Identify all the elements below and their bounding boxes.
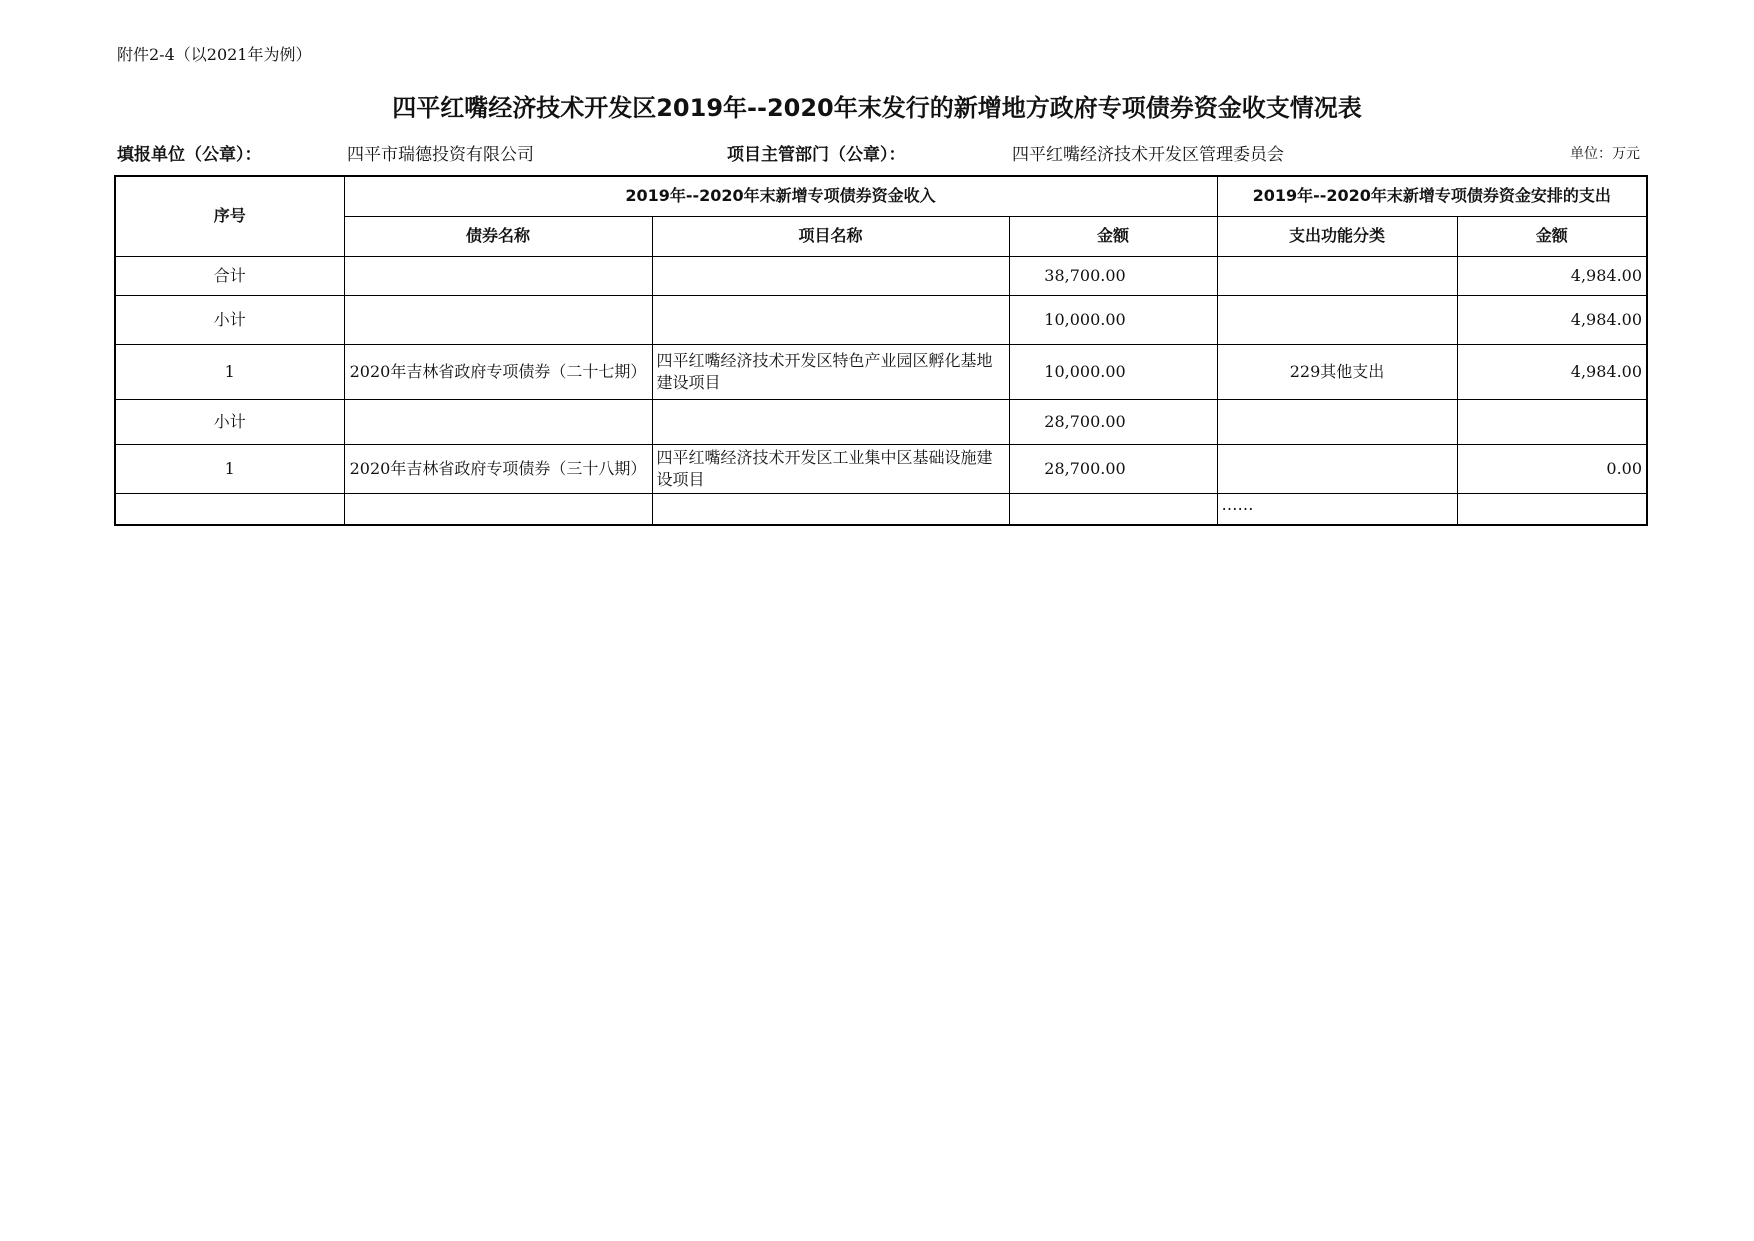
cell-expense: 4,984.00 (1457, 295, 1647, 344)
cell-category (1217, 295, 1457, 344)
header-bond-name: 债券名称 (344, 216, 652, 256)
dept-label: 项目主管部门（公章）： (727, 145, 906, 165)
cell-bond (344, 493, 652, 525)
cell-category (1217, 256, 1457, 295)
cell-category: …… (1217, 493, 1457, 525)
cell-expense (1457, 493, 1647, 525)
header-seq: 序号 (115, 176, 344, 256)
cell-bond: 2020年吉林省政府专项债券（二十七期） (344, 344, 652, 399)
dept-value: 四平红嘴经济技术开发区管理委员会 (1012, 145, 1284, 165)
cell-seq: 合计 (115, 256, 344, 295)
header-project-name: 项目名称 (652, 216, 1009, 256)
header-expense-group: 2019年--2020年末新增专项债券资金安排的支出 (1217, 176, 1647, 216)
table-row (115, 295, 1647, 344)
cell-project: 四平红嘴经济技术开发区工业集中区基础设施建设项目 (652, 444, 1009, 493)
cell-bond (344, 256, 652, 295)
cell-income: 28,700.00 (1009, 444, 1217, 493)
cell-bond (344, 295, 652, 344)
cell-expense: 4,984.00 (1457, 344, 1647, 399)
cell-bond: 2020年吉林省政府专项债券（三十八期） (344, 444, 652, 493)
cell-income (1009, 493, 1217, 525)
unit-label: 单位：万元 (1570, 146, 1640, 162)
cell-project (652, 493, 1009, 525)
cell-project (652, 399, 1009, 444)
cell-bond (344, 399, 652, 444)
header-expense-category: 支出功能分类 (1217, 216, 1457, 256)
attachment-label: 附件2-4（以2021年为例） (117, 45, 312, 64)
cell-category (1217, 399, 1457, 444)
table-row (115, 493, 1647, 525)
cell-project: 四平红嘴经济技术开发区特色产业园区孵化基地建设项目 (652, 344, 1009, 399)
cell-income: 10,000.00 (1009, 344, 1217, 399)
cell-expense: 4,984.00 (1457, 256, 1647, 295)
table-row (115, 444, 1647, 493)
header-expense-amount: 金额 (1457, 216, 1647, 256)
cell-seq (115, 493, 344, 525)
cell-income: 38,700.00 (1009, 256, 1217, 295)
cell-seq: 小计 (115, 399, 344, 444)
header-income-group: 2019年--2020年末新增专项债券资金收入 (344, 176, 1217, 216)
cell-category (1217, 444, 1457, 493)
cell-project (652, 295, 1009, 344)
cell-income: 28,700.00 (1009, 399, 1217, 444)
cell-seq: 1 (115, 344, 344, 399)
fill-unit-value: 四平市瑞德投资有限公司 (347, 145, 534, 165)
header-income-amount: 金额 (1009, 216, 1217, 256)
cell-income: 10,000.00 (1009, 295, 1217, 344)
cell-seq: 小计 (115, 295, 344, 344)
table-row (115, 344, 1647, 399)
cell-project (652, 256, 1009, 295)
cell-seq: 1 (115, 444, 344, 493)
cell-expense: 0.00 (1457, 444, 1647, 493)
table-row (115, 399, 1647, 444)
fill-unit-label: 填报单位（公章）： (117, 145, 262, 165)
page-title: 四平红嘴经济技术开发区2019年--2020年末发行的新增地方政府专项债券资金收支情况表 (392, 94, 1362, 122)
table-row (115, 256, 1647, 295)
cell-expense (1457, 399, 1647, 444)
bond-funds-table (114, 175, 1648, 526)
cell-category: 229其他支出 (1217, 344, 1457, 399)
